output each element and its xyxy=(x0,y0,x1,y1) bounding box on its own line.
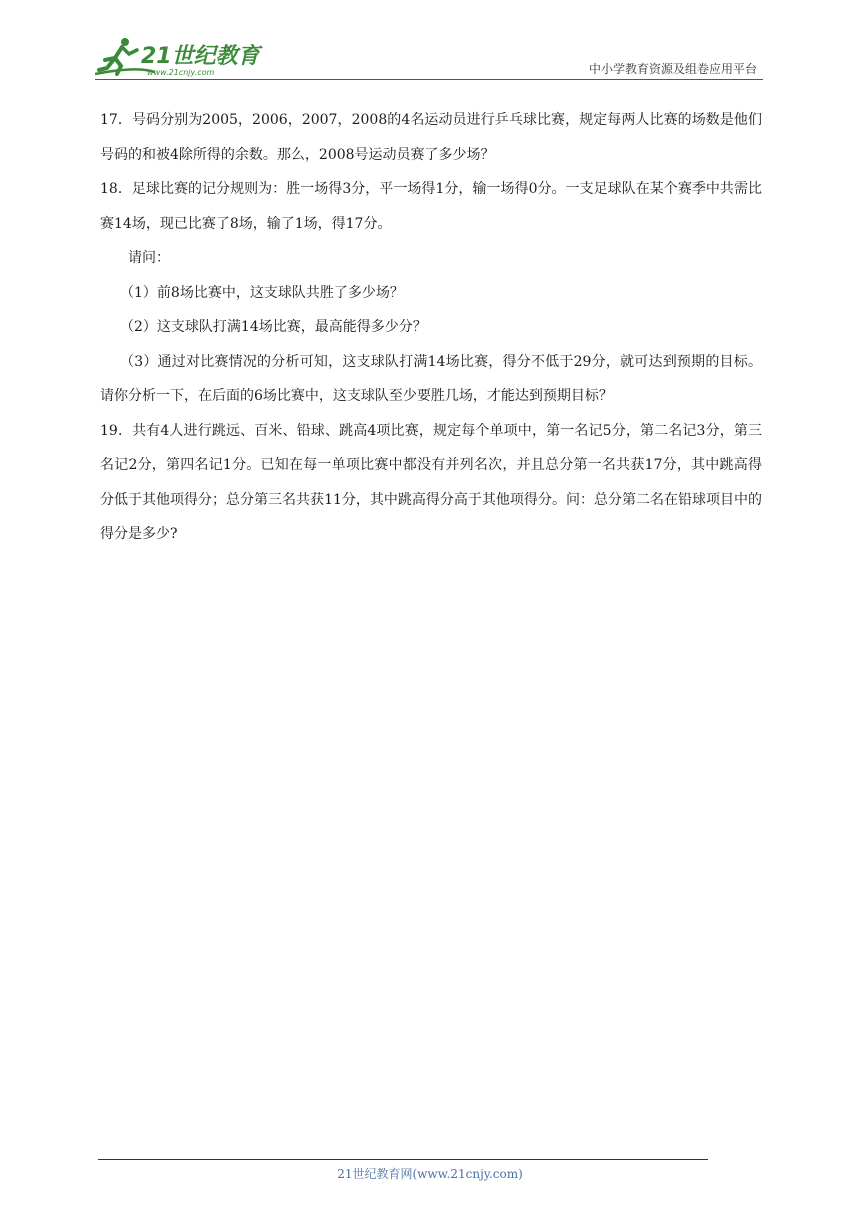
question-17: 17．号码分别为2005，2006，2007，2008的4名运动员进行乒乓球比赛，规定每两人比赛的场数是他们号码的和被4除所得的余数。那么，2008号运动员赛了多少场？ xyxy=(100,112,762,163)
platform-name: 中小学教育资源及组卷应用平台 xyxy=(588,62,757,76)
site-logo xyxy=(95,36,265,78)
footer-source[interactable]: 21世纪教育网(www.21cnjy.com) xyxy=(337,1167,523,1181)
header-divider xyxy=(95,79,763,80)
question-19: 19．共有4人进行跳远、百米、铅球、跳高4项比赛，规定每个单项中，第一名记5分，第二名记3分，第三名记2分，第四名记1分。已知在每一单项比赛中都没有并列名次，并且总分第一名共获17分，其中跳高得分低于其他项得分；总分第三名共获11分，其中跳高得分高于其他项得分。问：总分第二名在铅球项目中的得分是多少? xyxy=(100,422,762,542)
page-header xyxy=(95,36,763,80)
logo-text: 21世纪教育 xyxy=(141,44,260,69)
question-18: 18．足球比赛的记分规则为：胜一场得3分，平一场得1分，输一场得0分。一支足球队在某个赛季中共需比赛14场，现已比赛了8场，输了1场，得17分。 xyxy=(100,181,762,232)
logo-url: www.21cnjy.com xyxy=(147,68,215,77)
runner-logo-icon xyxy=(95,36,265,78)
question-18-part-3: （3）通过对比赛情况的分析可知，这支球队打满14场比赛，得分不低于29分，就可达到预期的目标。请你分析一下，在后面的6场比赛中，这支球队至少要胜几场，才能达到预期目标？ xyxy=(100,353,762,404)
question-18-part-1: （1）前8场比赛中，这支球队共胜了多少场？ xyxy=(120,284,404,301)
question-18-part-2: （2）这支球队打满14场比赛，最高能得多少分？ xyxy=(120,319,427,335)
question-18-ask: 请问： xyxy=(128,250,170,266)
footer-divider xyxy=(98,1159,708,1160)
question-content xyxy=(100,103,762,552)
